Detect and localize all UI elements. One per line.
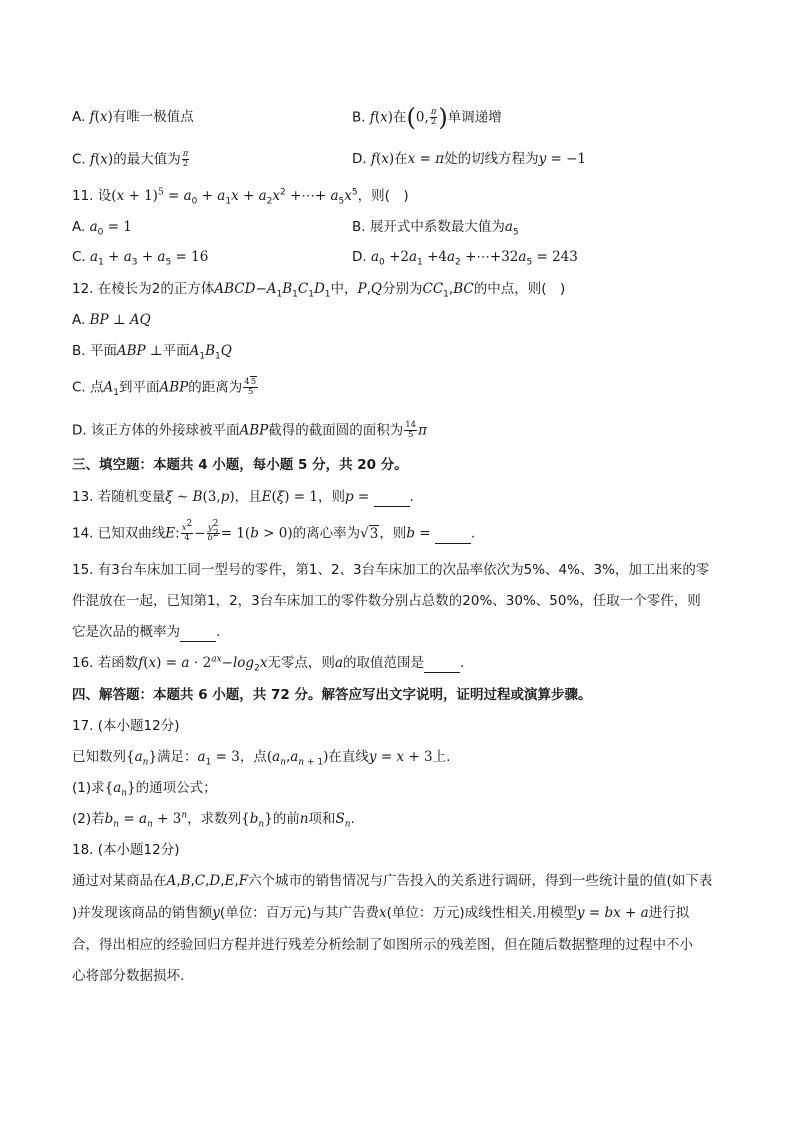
q11-stem: 11. 设$(x + 1)^5 = a_0 + a_1x + a_2x^2$ +⋯+ $a_5x^5$，则( ) — [72, 187, 409, 207]
q17-heading: 17. (本小题12分) — [72, 718, 180, 734]
q13: 13. 若随机变量ξ ∼ B(3,p)，且E(ξ) = 1，则p = . — [72, 489, 414, 505]
section-heading-fill-in: 三、填空题：本题共 4 小题，每小题 5 分，共 20 分。 — [72, 457, 408, 473]
q18-heading: 18. (本小题12分) — [72, 842, 180, 858]
q12-option-d: D. 该正方体的外接球被平面ABP截得的截面圆的面积为 $\frac{14}{5}$ π — [72, 420, 427, 440]
q11-option-b: B. 展开式中系数最大值为$a_5$ — [352, 219, 519, 238]
q17-stem: 已知数列$\{a_n\}$满足：$a_1 = 3$，点$(a_n,a_{n + 1})$在直线y = x + 3上. — [72, 749, 451, 768]
q10-option-b: B. f(x)在(0, $\frac{\pi}{2}$ )单调递增 — [352, 103, 502, 132]
q12-option-c: C. 点$A_1$到平面ABP的距离为 $\frac{45}{5}$ — [72, 377, 257, 399]
q15-line-1: 15. 有3台车床加工同一型号的零件，第1、2、3台车床加工的次品率依次为5%、4%、3%，加工出来的零 — [72, 562, 710, 578]
q11-option-c: C. $a_1 + a_3 + a_5 = 16$ — [72, 249, 209, 268]
q18-line-3: 合，得出相应的经验回归方程并进行残差分析绘制了如图所示的残差图，但在随后数据整理的过程中不小 — [72, 937, 693, 953]
q14: 14. 已知双曲线E: $\frac{x^2}{4}$ − $\frac{y^2}{b^2}$ = 1(b > 0)的离心率为√3，则b = . — [72, 519, 476, 543]
q12-stem: 12. 在棱长为2的正方体$ABCD-A_1B_1C_1D_1$中，P,Q分别为$CC_1,BC$的中点，则( ) — [72, 281, 566, 300]
q11-option-a: A. $a_0 = 1$ — [72, 219, 132, 238]
q16: 16. 若函数$f(x) = a \cdot 2^{ax}-\log_2x$无零点，则a的取值范围是 . — [72, 654, 465, 674]
answer-blank — [374, 488, 410, 507]
q10-option-d: D. f(x)在x = π处的切线方程为y = −1 — [352, 151, 587, 167]
q11-option-d: D. $a_0 +2a_1 +4a_2$ $+\cdots+32a_5 = 243$ — [352, 249, 578, 268]
q10-option-c: C. f(x)的最大值为 $\frac{\pi}{2}$ — [72, 149, 189, 169]
q18-line-1: 通过对某商品在A,B,C,D,E,F六个城市的销售情况与广告投入的关系进行调研，得到一些统计量的值(如下表 — [72, 873, 713, 889]
section-heading-answer: 四、解答题：本题共 6 小题，共 72 分。解答应写出文字说明，证明过程或演算步骤。 — [72, 687, 592, 703]
q15-line-2: 件混放在一起，已知第1，2，3台车床加工的零件数分别占总数的20%、30%、50%，任取一个零件，则 — [72, 593, 701, 609]
answer-blank — [180, 623, 216, 642]
q17-part-2: (2)若$b_n = a_n + 3^n$，求数列$\{b_n\}$的前n项和$S_n$. — [72, 810, 355, 830]
q18-line-2: )并发现该商品的销售额y(单位：百万元)与其广告费x(单位：万元)成线性相关.用模型y = bx + a进行拟 — [72, 905, 690, 921]
q15-line-3: 它是次品的概率为 . — [72, 624, 221, 640]
q10-option-a: A. f(x)有唯一极值点 — [72, 109, 194, 125]
q18-line-4: 心将部分数据损坏. — [72, 968, 185, 984]
q12-option-a: A. BP ⊥ AQ — [72, 312, 151, 328]
q17-part-1: (1)求$\{a_n\}$的通项公式； — [72, 780, 217, 799]
q12-option-b: B. 平面ABP ⊥平面$A_1B_1Q$ — [72, 343, 232, 362]
answer-blank — [424, 654, 460, 673]
answer-blank — [435, 525, 471, 544]
